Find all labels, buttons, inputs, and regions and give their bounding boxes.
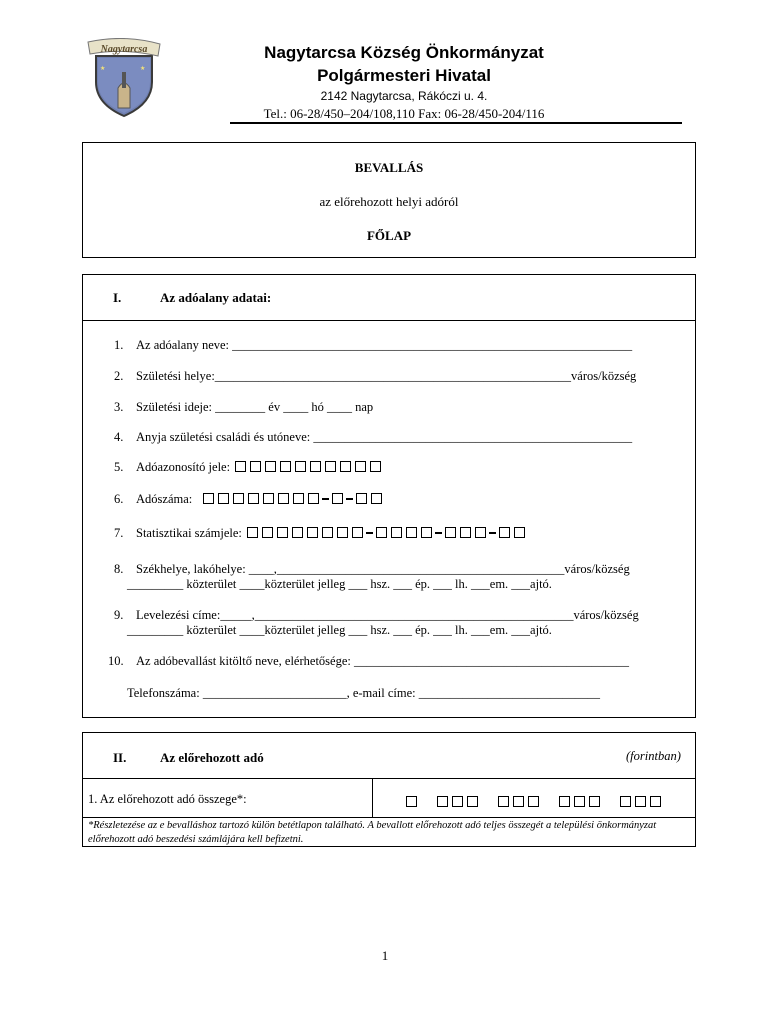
section-2-column-divider bbox=[372, 778, 373, 817]
statistical-number-boxes[interactable] bbox=[245, 526, 527, 540]
field-tax-id[interactable] bbox=[114, 460, 383, 475]
svg-text:★: ★ bbox=[140, 66, 146, 72]
office-name: Polgármesteri Hivatal bbox=[317, 66, 491, 85]
form-sheet-label: FŐLAP bbox=[366, 228, 412, 243]
row-number: 1. bbox=[114, 338, 124, 352]
form-title: BEVALLÁS bbox=[354, 160, 424, 175]
footnote: *Részletezése az e bevalláshoz tartozó külön betétlapon található. A bevallott előrehozott adó teljes összegét a települési önkormányzat előrehozott adó beszedési számlájára kell befizetni. bbox=[88, 820, 657, 845]
field-label: Adóazonosító jele: bbox=[136, 460, 231, 474]
field-label: Statisztikai számjele: bbox=[136, 526, 242, 540]
office-address: 2142 Nagytarcsa, Rákóczi u. 4. bbox=[320, 89, 488, 103]
tax-id-boxes[interactable] bbox=[233, 460, 383, 474]
row-number: 3. bbox=[114, 400, 124, 414]
field-tax-number[interactable] bbox=[114, 492, 384, 507]
header-divider bbox=[230, 122, 682, 124]
field-phone-email[interactable]: Telefonszáma: _______________________, e-mail címe: _____________________________ bbox=[127, 686, 601, 700]
svg-text:★: ★ bbox=[100, 66, 106, 72]
field-birth-place[interactable] bbox=[114, 369, 636, 384]
row-number: 2. bbox=[114, 369, 124, 383]
field-label: Adószáma: bbox=[136, 492, 193, 506]
section-2-divider bbox=[82, 778, 696, 779]
field-mailing-address[interactable] bbox=[114, 608, 639, 623]
field-label: Az adóbevallást kitöltő neve, elérhetősége: ____________________________________________ bbox=[136, 654, 629, 668]
field-mailing-address-line2[interactable]: _________ közterület ____közterület jelleg ___ hsz. ___ ép. ___ lh. ___em. ___ajtó. bbox=[127, 623, 552, 637]
field-birth-date[interactable] bbox=[114, 400, 373, 415]
form-subtitle: az előrehozott helyi adóról bbox=[319, 194, 459, 209]
municipal-crest-logo bbox=[84, 38, 164, 118]
field-seat-address[interactable] bbox=[114, 562, 630, 577]
row-number: 5. bbox=[114, 460, 124, 474]
field-label: Születési ideje: ________ év ____ hó ____ nap bbox=[136, 400, 374, 414]
section-1-divider bbox=[82, 320, 696, 321]
page-number: 1 bbox=[381, 948, 389, 963]
field-statistical-number[interactable] bbox=[114, 526, 527, 541]
office-contact: Tel.: 06-28/450–204/108,110 Fax: 06-28/450-204/116 bbox=[263, 106, 545, 121]
row-number: 4. bbox=[114, 430, 124, 444]
field-label: Születési helye:_________________________________________________________város/község bbox=[136, 369, 637, 383]
section-2-footnote-divider bbox=[82, 817, 696, 818]
field-label: Anyja születési családi és utóneve: ___________________________________________________ bbox=[136, 430, 633, 444]
row-number: 9. bbox=[114, 608, 124, 622]
row-number: 8. bbox=[114, 562, 124, 576]
amount-boxes[interactable] bbox=[404, 793, 663, 811]
logo-text: Nagytarcsa bbox=[100, 44, 148, 55]
field-mother-name[interactable] bbox=[114, 430, 632, 445]
section-2-heading: Az előrehozott adó bbox=[160, 750, 264, 765]
row-number: 6. bbox=[114, 492, 124, 506]
section-1-heading: Az adóalany adatai: bbox=[160, 290, 272, 305]
field-seat-address-line2[interactable]: _________ közterület ____közterület jelleg ___ hsz. ___ ép. ___ lh. ___em. ___ajtó. bbox=[127, 577, 552, 591]
amount-label: 1. Az előrehozott adó összege*: bbox=[88, 792, 247, 806]
row-number: 7. bbox=[114, 526, 124, 540]
field-label: Székhelye, lakóhelye: ____,______________________________________________város/község bbox=[136, 562, 630, 576]
tax-number-boxes[interactable] bbox=[201, 492, 384, 506]
row-number: 10. bbox=[108, 654, 124, 668]
section-1-number: I. bbox=[113, 290, 122, 305]
municipality-name: Nagytarcsa Község Önkormányzat bbox=[264, 43, 544, 62]
field-label: Levelezési címe:_____,___________________________________________________város/község bbox=[136, 608, 639, 622]
currency-unit: (forintban) bbox=[626, 749, 681, 763]
section-2-number: II. bbox=[113, 750, 127, 765]
field-filler-contact[interactable] bbox=[108, 654, 629, 669]
field-label: Az adóalany neve: ________________________________________________________________ bbox=[136, 338, 633, 352]
field-taxpayer-name[interactable] bbox=[114, 338, 632, 353]
